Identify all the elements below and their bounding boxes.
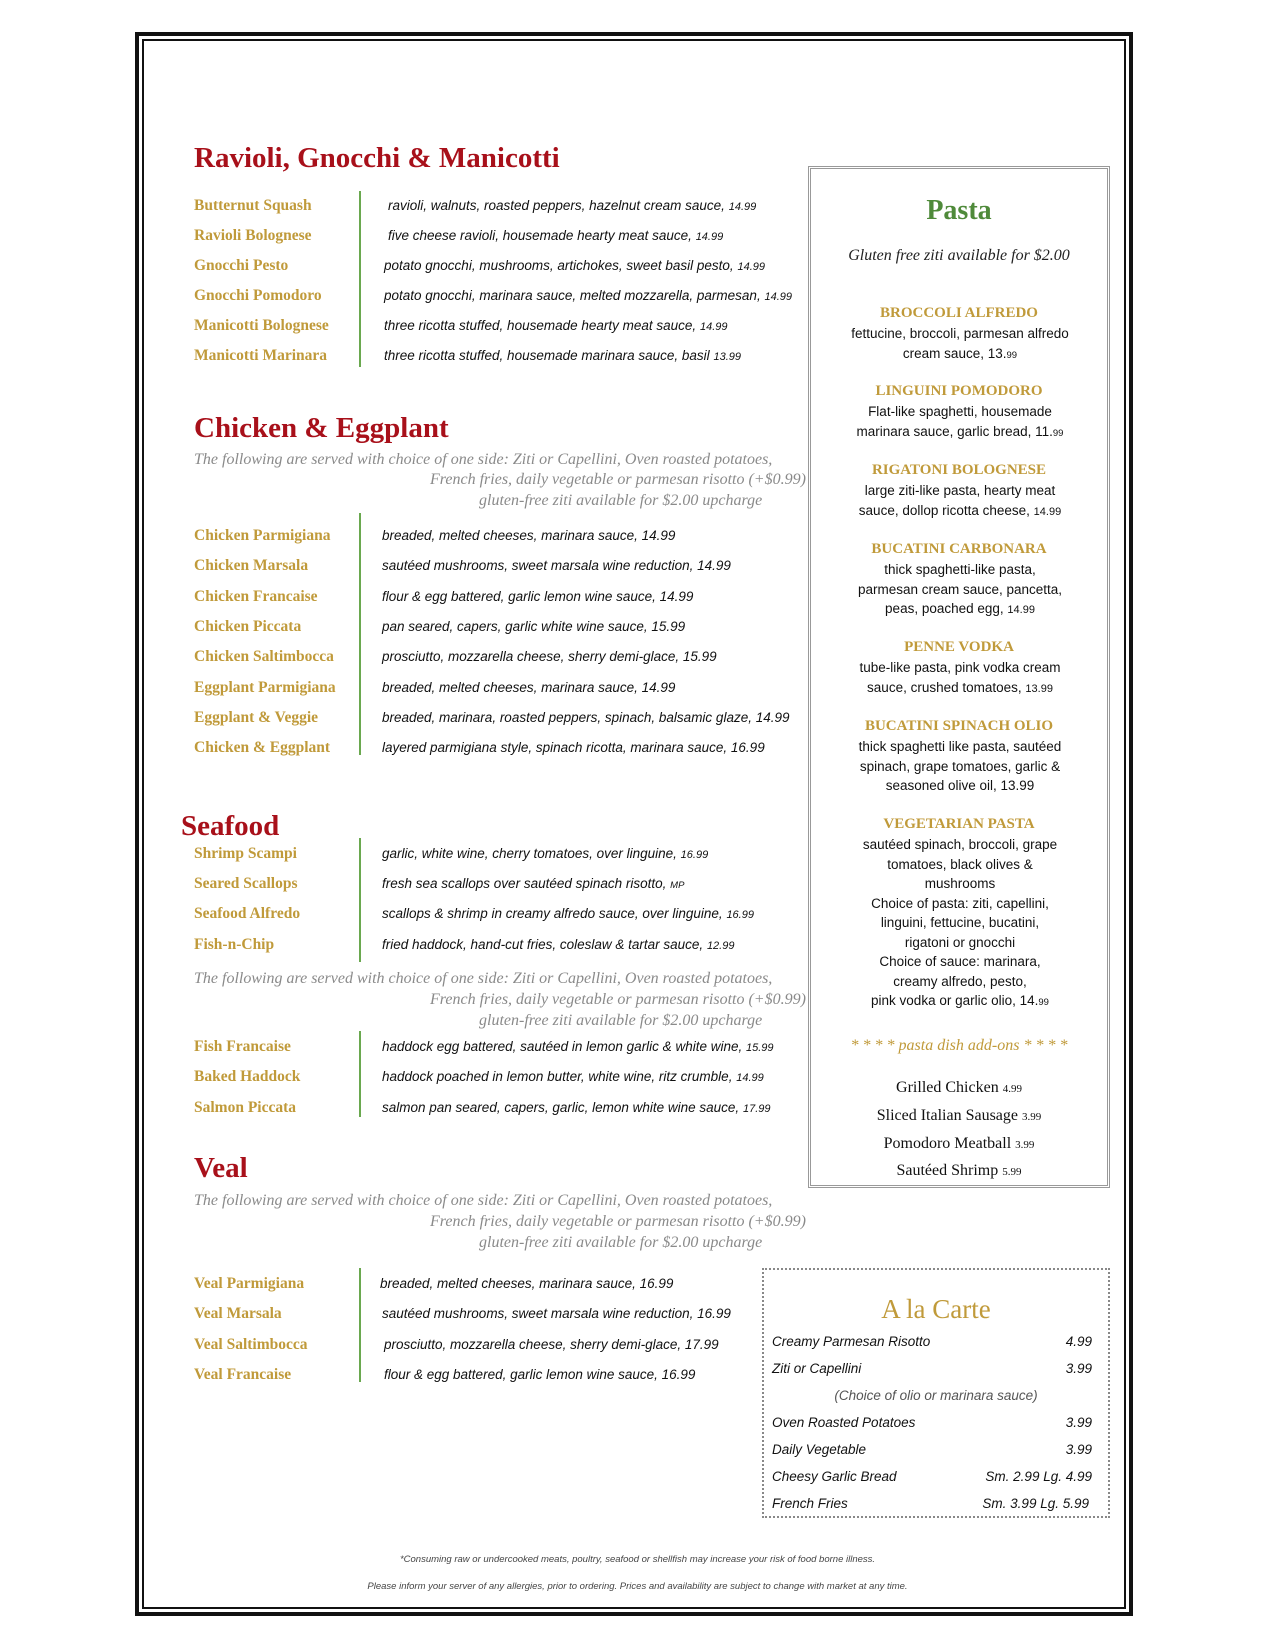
- item-desc: breaded, melted cheeses, marinara sauce, 14.99: [382, 680, 676, 695]
- item-name: Seared Scallops: [194, 875, 298, 892]
- item-desc: flour & egg battered, garlic lemon wine sauce, 14.99: [382, 589, 694, 604]
- item-name: Chicken Francaise: [194, 588, 318, 605]
- item-name: Baked Haddock: [194, 1068, 301, 1085]
- item-desc: ravioli, walnuts, roasted peppers, hazelnut cream sauce, 14.99: [388, 198, 757, 213]
- pasta-item-desc: Flat-like spaghetti, housemade marinara sauce, garlic bread, 11.99: [856, 404, 1064, 439]
- item-name: Eggplant & Veggie: [194, 709, 319, 726]
- addon-item: Sautéed Shrimp 5.99: [896, 1162, 1022, 1179]
- pasta-item-name: RIGATONI BOLOGNESE: [871, 462, 1047, 478]
- item-desc: salmon pan seared, capers, garlic, lemon white wine sauce, 17.99: [382, 1100, 771, 1115]
- pasta-item-name: VEGETARIAN PASTA: [883, 816, 1035, 832]
- a-la-carte-title: A la Carte: [881, 1294, 991, 1324]
- item-name: Chicken Saltimbocca: [194, 648, 334, 665]
- pasta-subtitle: Gluten free ziti available for $2.00: [848, 247, 1070, 264]
- seafood-list-a: [194, 845, 814, 970]
- ravioli-list: [194, 197, 814, 377]
- item-desc: fresh sea scallops over sautéed spinach risotto, MP: [382, 876, 685, 891]
- item-desc: potato gnocchi, mushrooms, artichokes, sweet basil pesto, 14.99: [384, 258, 765, 273]
- pasta-item-name: BUCATINI SPINACH OLIO: [864, 718, 1054, 734]
- carte-row: Cheesy Garlic Bread Sm. 2.99 Lg. 4.99: [772, 1469, 1092, 1484]
- item-desc: garlic, white wine, cherry tomatoes, over linguine, 16.99: [382, 846, 709, 861]
- carte-row: Creamy Parmesan Risotto 4.99: [772, 1334, 1092, 1349]
- item-desc: three ricotta stuffed, housemade hearty meat sauce, 14.99: [384, 318, 728, 333]
- item-name: Fish-n-Chip: [194, 936, 275, 953]
- pasta-item-name: LINGUINI POMODORO: [875, 383, 1043, 399]
- item-name: Manicotti Marinara: [194, 347, 328, 364]
- pasta-item-desc: thick spaghetti like pasta, sautéed spinach, grape tomatoes, garlic & seasoned olive oil, 13.99: [858, 739, 1062, 793]
- item-name: Chicken & Eggplant: [194, 739, 331, 756]
- pasta-item-desc: thick spaghetti-like pasta, parmesan cream sauce, pancetta, peas, poached egg, 14.99: [857, 562, 1063, 616]
- item-name: Eggplant Parmigiana: [194, 679, 336, 696]
- item-name: Gnocchi Pomodoro: [194, 287, 322, 304]
- pasta-item-desc: sautéed spinach, broccoli, grape tomatoes, black olives & mushrooms Choice of pasta: ziti, capellini, linguini, fettucine, bucatini, rigatoni or gnocchi Choice of sauce: marinara, creamy alfredo, pesto, pink vodka or garlic olio, 14.99: [862, 837, 1058, 1008]
- item-desc: scallops & shrimp in creamy alfredo sauce, over linguine, 16.99: [382, 906, 754, 921]
- item-desc: haddock poached in lemon butter, white wine, ritz crumble, 14.99: [382, 1069, 764, 1084]
- item-desc: layered parmigiana style, spinach ricotta, marinara sauce, 16.99: [382, 740, 765, 755]
- addon-item: Sliced Italian Sausage 3.99: [876, 1107, 1042, 1124]
- item-name: Veal Marsala: [194, 1305, 282, 1322]
- item-name: Seafood Alfredo: [194, 905, 301, 922]
- chicken-list: [194, 527, 814, 767]
- side-note-line1: The following are served with choice of one side: Ziti or Capellini, Oven roasted potatoes,: [194, 451, 773, 468]
- item-desc: prosciutto, mozzarella cheese, sherry demi-glace, 17.99: [384, 1337, 719, 1352]
- footer-disclaimer: *Consuming raw or undercooked meats, poultry, seafood or shellfish may increase your risk of food borne illness.: [399, 1554, 876, 1565]
- item-desc: prosciutto, mozzarella cheese, sherry demi-glace, 15.99: [382, 649, 717, 664]
- footer-notice: Please inform your server of any allergies, prior to ordering. Prices and availability are subject to change with market at any time.: [367, 1581, 908, 1592]
- ravioli-section-title: Ravioli, Gnocchi & Manicotti: [194, 142, 560, 174]
- veal-list: [194, 1275, 814, 1390]
- carte-note: (Choice of olio or marinara sauce): [834, 1388, 1038, 1403]
- chicken-section-title: Chicken & Eggplant: [194, 412, 449, 444]
- item-name: Gnocchi Pesto: [194, 257, 289, 274]
- pasta-panel: [808, 166, 1110, 1188]
- item-desc: breaded, melted cheeses, marinara sauce, 14.99: [382, 528, 676, 543]
- veal-section-title: Veal: [194, 1152, 248, 1184]
- side-note-line3: gluten-free ziti available for $2.00 upcharge: [479, 1012, 763, 1029]
- item-desc: sautéed mushrooms, sweet marsala wine reduction, 16.99: [382, 1306, 731, 1321]
- pasta-item-name: PENNE VODKA: [904, 639, 1014, 655]
- pasta-item-desc: large ziti-like pasta, hearty meat sauce, dollop ricotta cheese, 14.99: [858, 483, 1062, 518]
- pasta-item-name: BUCATINI CARBONARA: [871, 541, 1047, 557]
- item-desc: breaded, marinara, roasted peppers, spinach, balsamic glaze, 14.99: [382, 710, 790, 725]
- seafood-section-title: Seafood: [181, 810, 280, 842]
- item-desc: fried haddock, hand-cut fries, coleslaw & tartar sauce, 12.99: [382, 937, 735, 952]
- item-desc: flour & egg battered, garlic lemon wine sauce, 16.99: [384, 1367, 696, 1382]
- item-name: Fish Francaise: [194, 1038, 291, 1055]
- item-desc: breaded, melted cheeses, marinara sauce, 16.99: [380, 1276, 674, 1291]
- item-name: Shrimp Scampi: [194, 845, 297, 862]
- a-la-carte-panel: [762, 1268, 1110, 1518]
- item-name: Chicken Marsala: [194, 557, 309, 574]
- addons-title: * * * * pasta dish add-ons * * * *: [850, 1037, 1068, 1054]
- carte-row: French Fries Sm. 3.99 Lg. 5.99: [772, 1496, 1089, 1511]
- item-name: Chicken Piccata: [194, 618, 302, 635]
- item-name: Ravioli Bolognese: [194, 227, 312, 244]
- side-note-line3: gluten-free ziti available for $2.00 upcharge: [479, 492, 763, 509]
- item-desc: potato gnocchi, marinara sauce, melted mozzarella, parmesan, 14.99: [384, 288, 792, 303]
- side-note-line1: The following are served with choice of one side: Ziti or Capellini, Oven roasted potatoes,: [194, 970, 773, 987]
- item-desc: haddock egg battered, sautéed in lemon garlic & white wine, 15.99: [382, 1039, 774, 1054]
- pasta-item-desc: tube-like pasta, pink vodka cream sauce, crushed tomatoes, 13.99: [859, 660, 1061, 695]
- carte-row: Oven Roasted Potatoes 3.99: [772, 1415, 1092, 1430]
- addon-item: Pomodoro Meatball 3.99: [883, 1135, 1035, 1152]
- item-desc: sautéed mushrooms, sweet marsala wine reduction, 14.99: [382, 558, 731, 573]
- side-note-line2: French fries, daily vegetable or parmesan risotto (+$0.99): [430, 991, 806, 1008]
- item-name: Butternut Squash: [194, 197, 312, 214]
- item-name: Manicotti Bolognese: [194, 317, 329, 334]
- item-desc: five cheese ravioli, housemade hearty meat sauce, 14.99: [388, 228, 724, 243]
- item-name: Veal Francaise: [194, 1366, 292, 1383]
- pasta-item-name: BROCCOLI ALFREDO: [880, 305, 1038, 321]
- carte-row: Daily Vegetable 3.99: [772, 1442, 1092, 1457]
- item-name: Salmon Piccata: [194, 1099, 297, 1116]
- side-note-line3: gluten-free ziti available for $2.00 upcharge: [479, 1234, 763, 1251]
- item-name: Veal Saltimbocca: [194, 1336, 308, 1353]
- pasta-item-desc: fettucine, broccoli, parmesan alfredo cream sauce, 13.99: [851, 326, 1069, 361]
- item-desc: pan seared, capers, garlic white wine sauce, 15.99: [382, 619, 686, 634]
- item-desc: three ricotta stuffed, housemade marinara sauce, basil 13.99: [384, 348, 741, 363]
- side-note-line2: French fries, daily vegetable or parmesan risotto (+$0.99): [430, 471, 806, 488]
- pasta-title: Pasta: [926, 195, 992, 226]
- addon-item: Grilled Chicken 4.99: [896, 1079, 1022, 1096]
- side-note-line2: French fries, daily vegetable or parmesan risotto (+$0.99): [430, 1213, 806, 1230]
- item-name: Chicken Parmigiana: [194, 527, 331, 544]
- carte-row: Ziti or Capellini 3.99: [772, 1361, 1092, 1376]
- side-note-line1: The following are served with choice of one side: Ziti or Capellini, Oven roasted potatoes,: [194, 1192, 773, 1209]
- seafood-list-b: [194, 1038, 814, 1128]
- item-name: Veal Parmigiana: [194, 1275, 305, 1292]
